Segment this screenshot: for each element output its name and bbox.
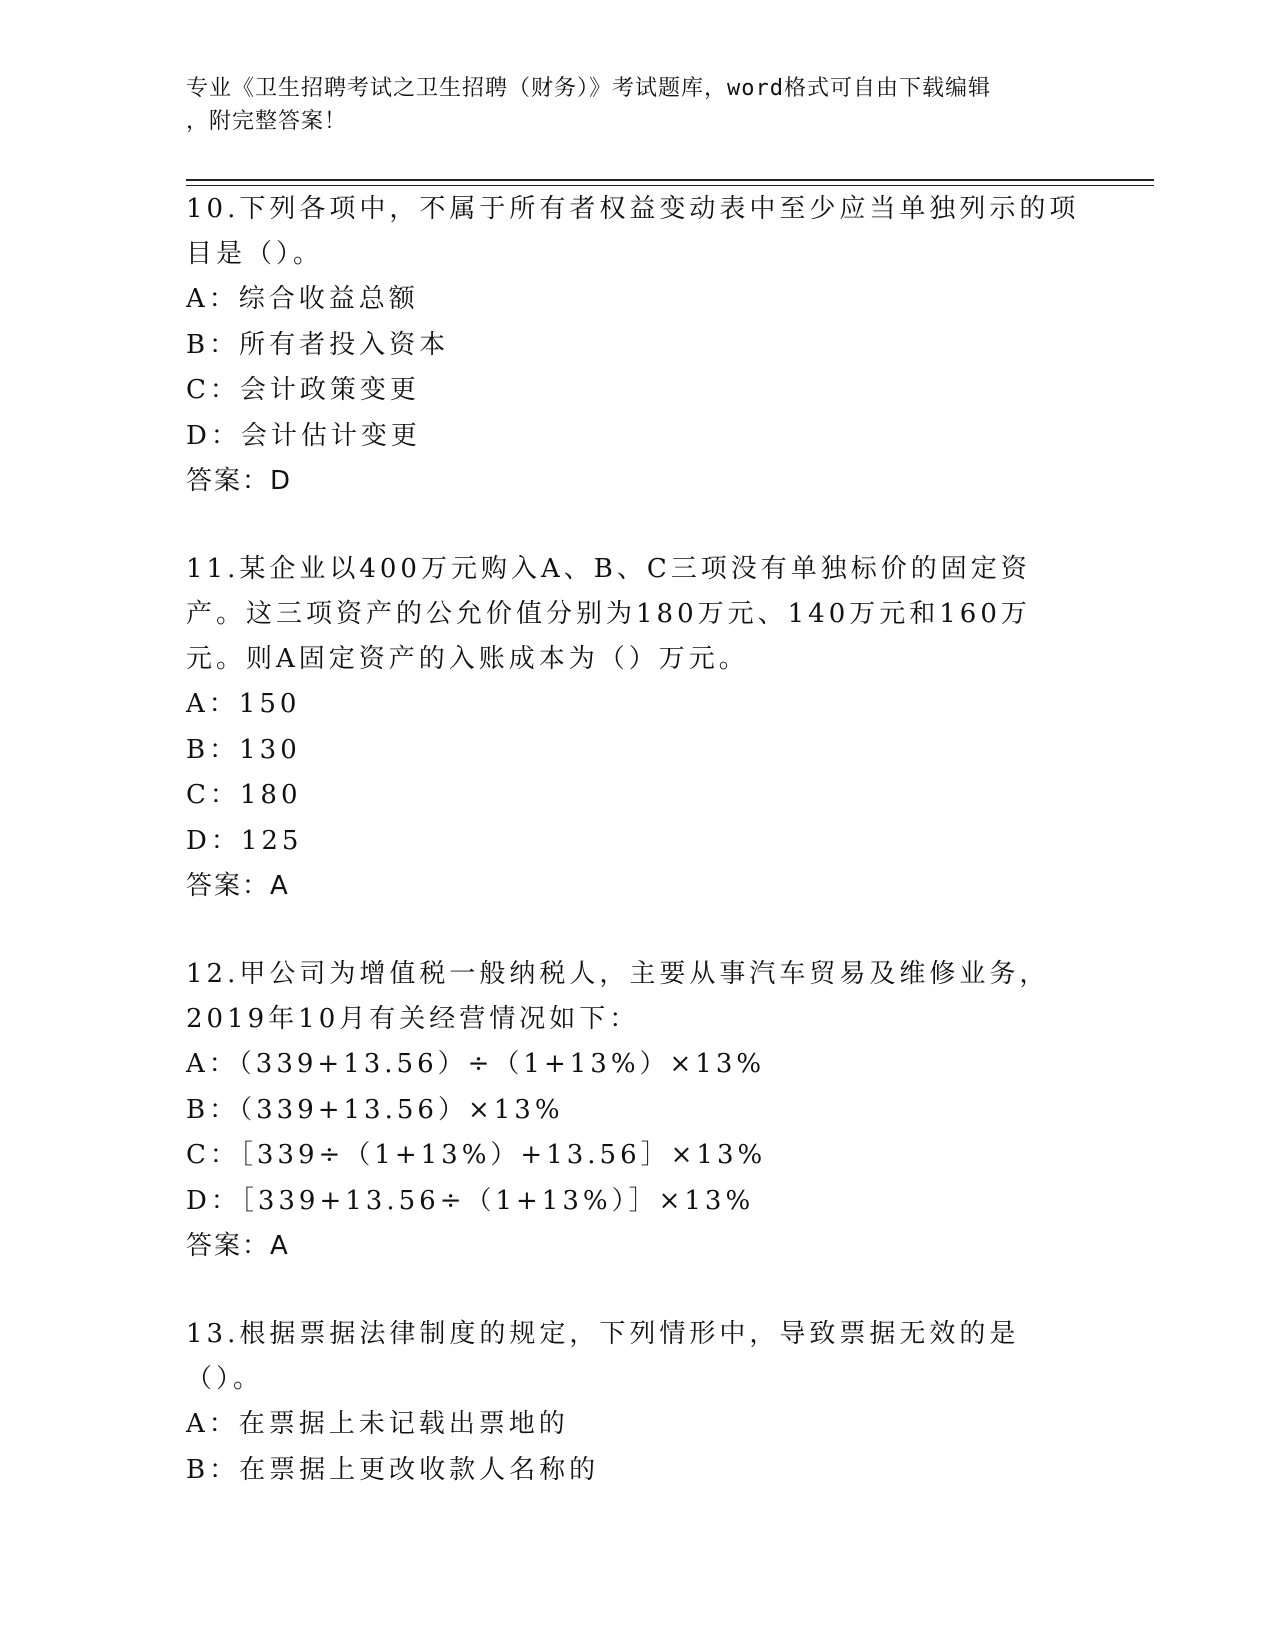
header-line-2: ，附完整答案！ <box>186 109 348 134</box>
option-b: B：130 <box>186 734 301 765</box>
option-d: D：［339+13.56÷（1+13%）］×13% <box>186 1185 755 1216</box>
question-13 <box>186 1312 1086 1493</box>
option-d: D：125 <box>186 825 303 856</box>
question-list <box>186 187 1086 1493</box>
question-stem: 13.根据票据法律制度的规定，下列情形中，导致票据无效的是（）。 <box>186 1319 1020 1394</box>
option-a: A：在票据上未记载出票地的 <box>186 1409 569 1439</box>
header-line-1: 专业《卫生招聘考试之卫生招聘（财务）》考试题库，word格式可自由下载编辑 <box>186 76 991 101</box>
document-header <box>186 72 1086 138</box>
option-a: A：综合收益总额 <box>186 284 419 314</box>
option-c: C：会计政策变更 <box>186 375 420 405</box>
question-stem: 11.某企业以400万元购入A、B、C三项没有单独标价的固定资产。这三项资产的公允价值分别为180万元、140万元和160万元。则A固定资产的入账成本为（）万元。 <box>186 554 1031 674</box>
question-stem: 10.下列各项中，不属于所有者权益变动表中至少应当单独列示的项目是（）。 <box>186 194 1080 269</box>
answer-line: 答案：A <box>186 871 290 901</box>
option-d: D：会计估计变更 <box>186 420 421 451</box>
header-divider-thin <box>186 185 1154 186</box>
question-12 <box>186 952 1086 1269</box>
question-spacer <box>186 909 1086 952</box>
header-divider-thick <box>186 179 1154 181</box>
option-b: B：（339+13.56）×13% <box>186 1094 564 1125</box>
question-11 <box>186 547 1086 909</box>
option-a: A：（339+13.56）÷（1+13%）×13% <box>186 1049 766 1079</box>
option-c: C：［339÷（1+13%）+13.56］×13% <box>186 1140 767 1170</box>
question-stem: 12.甲公司为增值税一般纳税人，主要从事汽车贸易及维修业务，2019年10月有关经营情况如下： <box>186 959 1050 1034</box>
question-spacer <box>186 1269 1086 1312</box>
answer-line: 答案：A <box>186 1231 290 1261</box>
option-b: B：所有者投入资本 <box>186 329 450 360</box>
question-10 <box>186 187 1086 504</box>
question-spacer <box>186 504 1086 547</box>
answer-line: 答案：D <box>186 466 293 496</box>
option-c: C：180 <box>186 780 302 810</box>
option-b: B：在票据上更改收款人名称的 <box>186 1454 600 1485</box>
option-a: A：150 <box>186 689 301 719</box>
